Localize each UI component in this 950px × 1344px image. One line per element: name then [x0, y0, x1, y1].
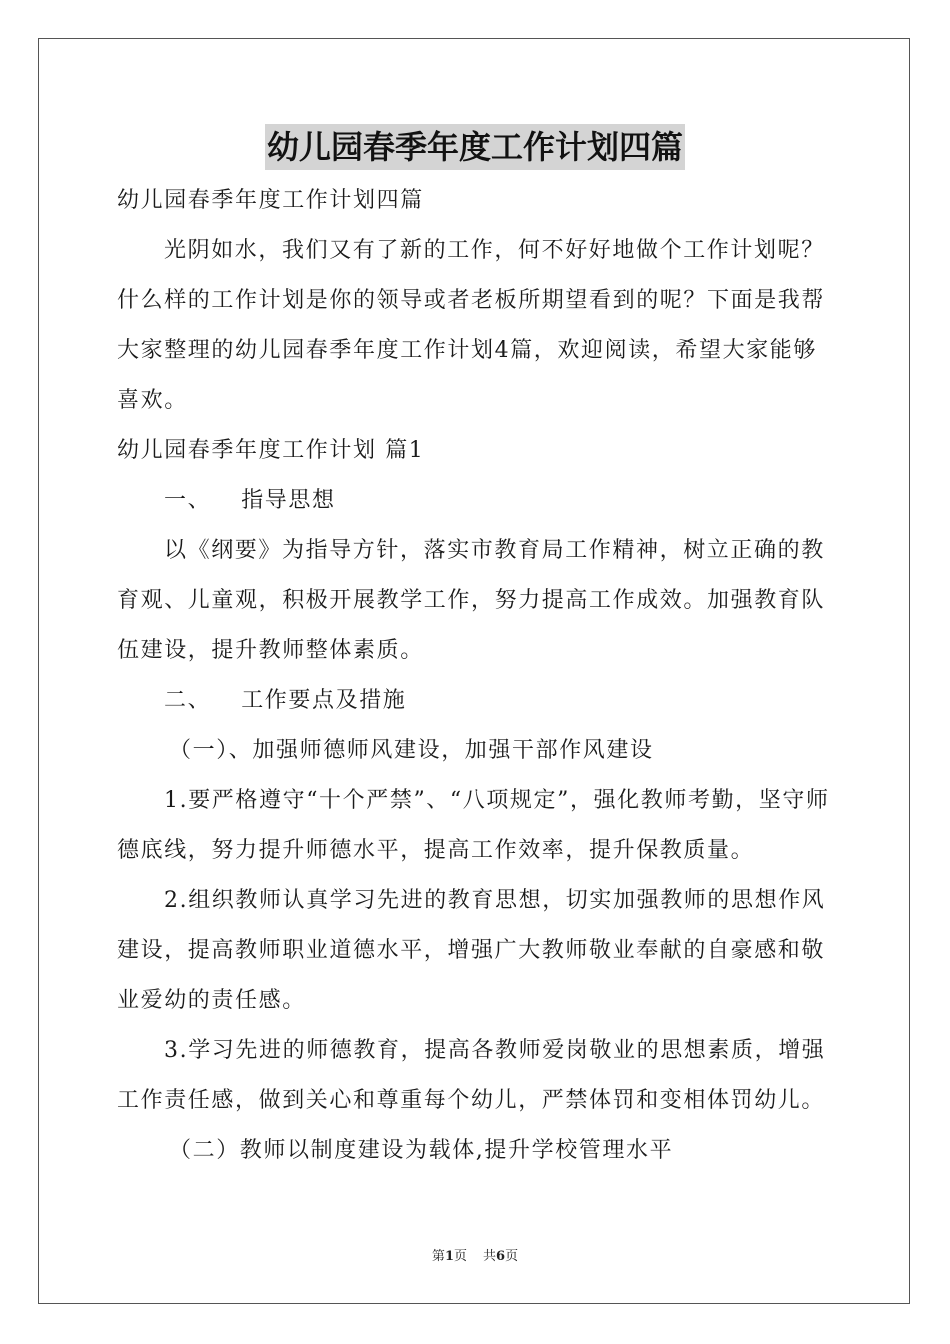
section-1-paragraph: 以《纲要》为指导方针，落实市教育局工作精神，树立正确的教育观、儿童观，积极开展教学工作，努力提高工作成效。加强教育队伍建设，提升教师整体素质。 — [117, 538, 826, 663]
subsection-heading-2: （二）教师以制度建设为载体,提升学校管理水平 — [169, 1138, 674, 1163]
intro-paragraph: 光阴如水，我们又有了新的工作，何不好好地做个工作计划呢？什么样的工作计划是你的领导或者老板所期望看到的呢？下面是我帮大家整理的幼儿园春季年度工作计划4篇，欢迎阅读，希望大家能够喜欢。 — [117, 238, 826, 413]
section-heading-1 — [117, 476, 837, 526]
total-page-number: 6 — [496, 1249, 506, 1264]
list-item-2: 2.组织教师认真学习先进的教育思想，切实加强教师的思想作风建设，提高教师职业道德水平，增强广大教师敬业奉献的自豪感和敬业爱幼的责任感。 — [117, 888, 826, 1013]
document-title: 幼儿园春季年度工作计划四篇 — [265, 124, 685, 170]
current-page-number: 1 — [444, 1249, 454, 1264]
list-item-3: 3.学习先进的师德教育，提高各教师爱岗敬业的思想素质，增强工作责任感，做到关心和尊重每个幼儿，严禁体罚和变相体罚幼儿。 — [117, 1038, 826, 1113]
section-number: 二、 — [164, 688, 212, 713]
document-body — [117, 176, 837, 1176]
title-container — [0, 124, 950, 170]
subsection-heading-1: （一）、加强师德师风建设，加强干部作风建设 — [169, 738, 654, 763]
list-item-1: 1.要严格遵守“十个严禁”、“八项规定”，强化教师考勤，坚守师德底线，努力提升师德水平，提高工作效率，提升保教质量。 — [117, 788, 830, 863]
total-pages-indicator: 共6页 — [483, 1249, 519, 1264]
page-indicator: 第1页 — [431, 1249, 467, 1264]
section-heading-2 — [117, 676, 837, 726]
section-label: 指导思想 — [241, 488, 336, 513]
part-title: 幼儿园春季年度工作计划 篇1 — [117, 438, 425, 463]
document-subtitle: 幼儿园春季年度工作计划四篇 — [117, 188, 424, 213]
page-footer — [0, 1247, 950, 1267]
section-label: 工作要点及措施 — [241, 688, 407, 713]
section-number: 一、 — [164, 488, 212, 513]
